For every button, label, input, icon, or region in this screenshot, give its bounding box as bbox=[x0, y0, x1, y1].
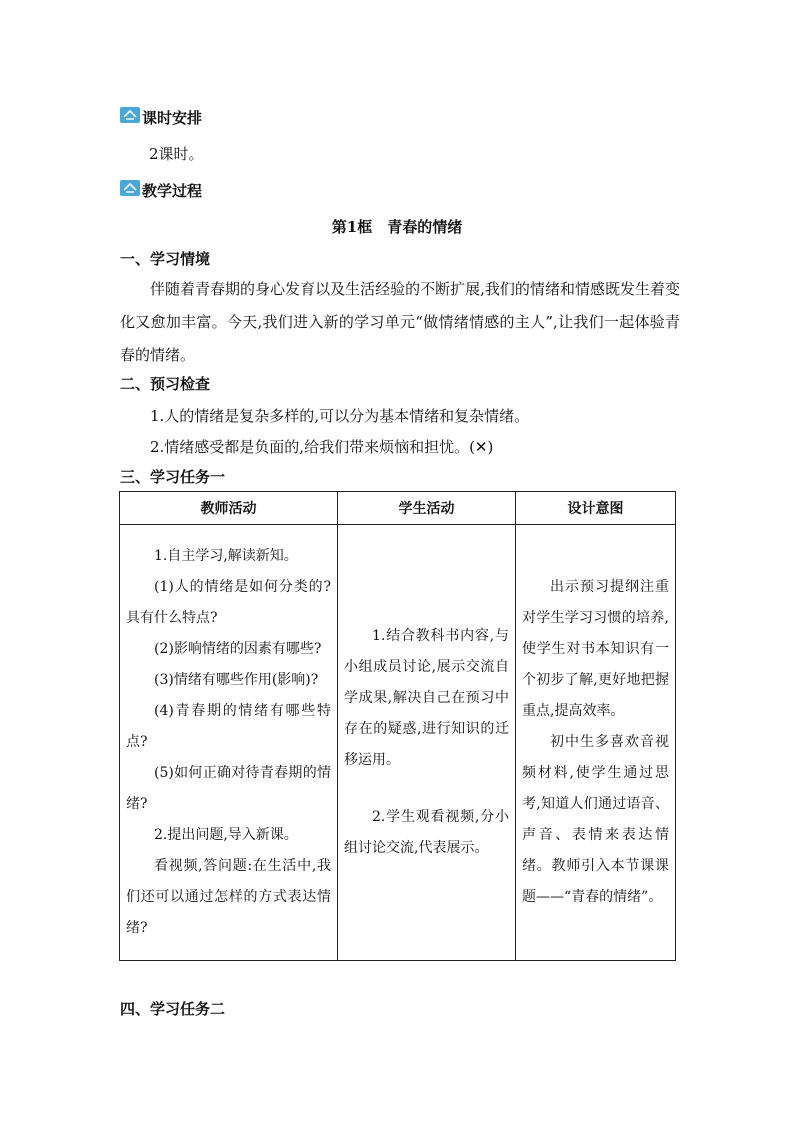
part3-title: 三、学习任务一 bbox=[120, 468, 226, 486]
teacher-line: (4)青春期的情绪有哪些特点? bbox=[126, 703, 331, 750]
part2-item-1: 1.人的情绪是复杂多样的,可以分为基本情绪和复杂情绪。 bbox=[150, 407, 530, 425]
teacher-cell bbox=[120, 525, 338, 961]
header-teacher: 教师活动 bbox=[120, 492, 338, 525]
process-heading: 教学过程 bbox=[142, 182, 203, 200]
part1-text: 伴随着青春期的身心发育以及生活经验的不断扩展,我们的情绪和情感既发生着变化又愈加丰富。今天,我们进入新的学习单元“做情绪情感的主人”,让我们一起体验青春的情绪。 bbox=[120, 280, 680, 364]
part2-item-2: 2.情绪感受都是负面的,给我们带来烦恼和担忧。(✕) bbox=[150, 438, 494, 456]
teacher-line: 2.提出问题,导入新课。 bbox=[154, 827, 298, 843]
teacher-line: (1)人的情绪是如何分类的?具有什么特点? bbox=[126, 579, 331, 626]
teacher-line: 1.自主学习,解读新知。 bbox=[154, 548, 298, 564]
design-line: 出示预习提纲注重对学生学习习惯的培养,使学生对书本知识有一个初步了解,更好地把握重点,提高效率。 bbox=[522, 579, 669, 719]
teacher-line: 看视频,答问题:在生活中,我们还可以通过怎样的方式表达情绪? bbox=[126, 858, 331, 936]
part2-title: 二、预习检查 bbox=[120, 375, 211, 393]
teacher-line: (2)影响情绪的因素有哪些? bbox=[154, 641, 322, 657]
table-row bbox=[120, 525, 676, 961]
part1-title: 一、学习情境 bbox=[120, 250, 211, 268]
schedule-text: 2课时。 bbox=[149, 145, 204, 163]
student-line: 1.结合教科书内容,与小组成员讨论,展示交流自学成果,解决自己在预习中存在的疑惑,进行知识的迁移运用。 bbox=[344, 628, 509, 768]
design-cell bbox=[516, 525, 676, 961]
part4-title: 四、学习任务二 bbox=[120, 1000, 226, 1018]
book-icon bbox=[120, 107, 140, 123]
teacher-line: (3)情绪有哪些作用(影响)? bbox=[154, 672, 319, 688]
schedule-heading: 课时安排 bbox=[142, 109, 203, 127]
book-icon bbox=[120, 180, 140, 196]
design-line: 初中生多喜欢音视频材料,使学生通过思考,知道人们通过语音、声音、表情来表达情绪。教师引入本节课课题——“青春的情绪”。 bbox=[522, 734, 669, 905]
student-line: 2.学生观看视频,分小组讨论交流,代表展示。 bbox=[344, 809, 509, 856]
task-table bbox=[119, 491, 676, 961]
header-student: 学生活动 bbox=[338, 492, 516, 525]
student-cell bbox=[338, 525, 516, 961]
header-design: 设计意图 bbox=[516, 492, 676, 525]
teacher-line: (5)如何正确对待青春期的情绪? bbox=[126, 765, 331, 812]
table-header-row bbox=[120, 492, 676, 525]
frame-title: 第1框 青春的情绪 bbox=[331, 218, 463, 236]
